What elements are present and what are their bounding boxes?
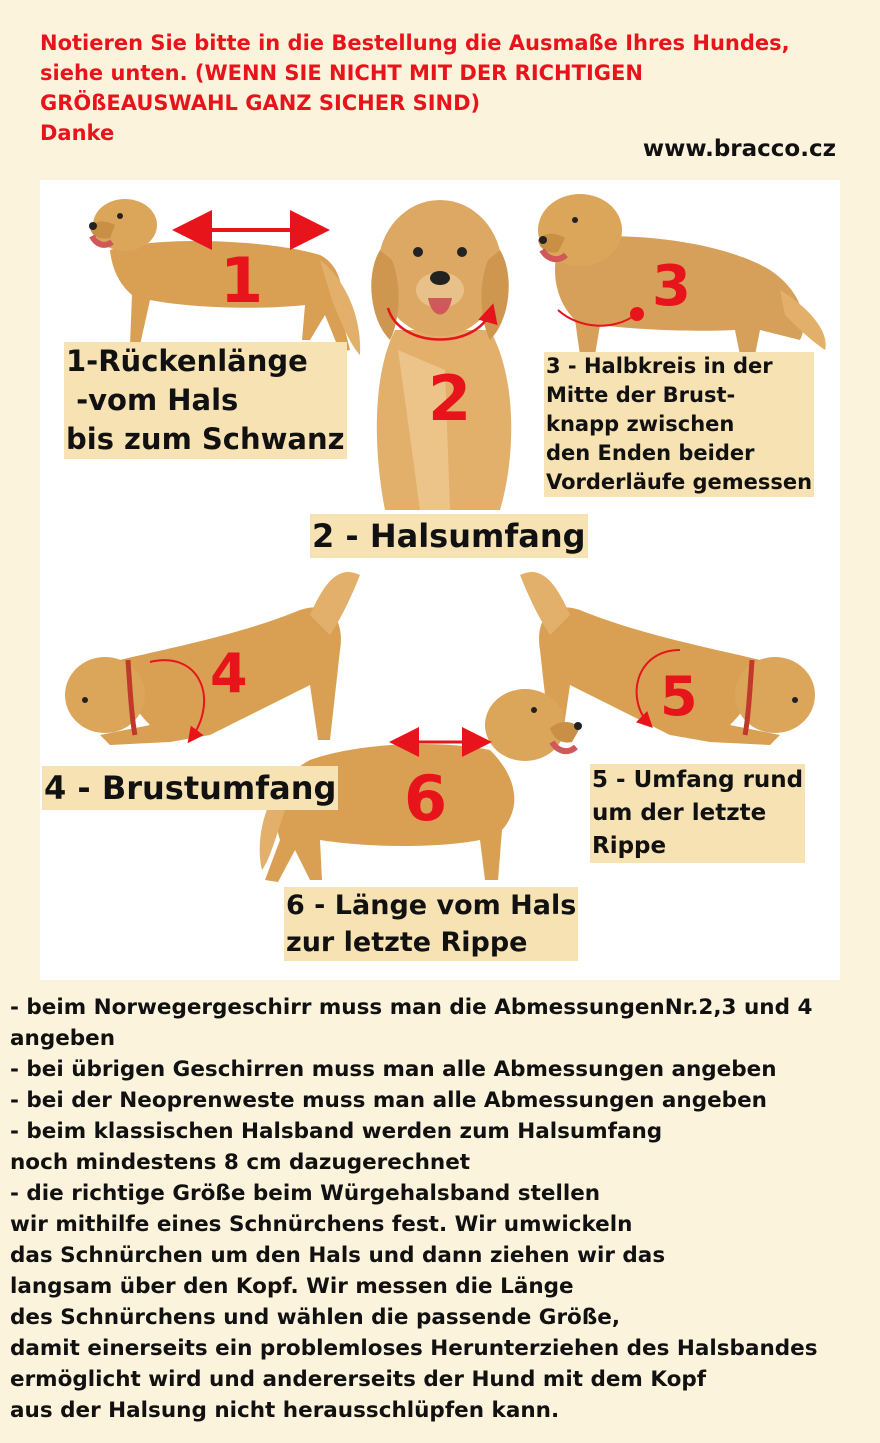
instruction-line: - bei der Neoprenweste muss man alle Abmessungen angeben [10,1088,767,1113]
instruction-line: wir mithilfe eines Schnürchens fest. Wir umwickeln [10,1212,633,1237]
label-line: 4 - Brustumfang [44,769,337,807]
measurement-instructions [10,992,876,1426]
label-line: Mitte der Brust- [546,383,736,407]
dog-2-illustration [371,200,511,510]
label-line: 6 - Länge vom Hals [286,890,577,921]
measure-label-2 [310,514,588,558]
label-line: bis zum Schwanz [66,422,345,456]
instruction-line: das Schnürchen um den Hals und dann ziehen wir das [10,1243,666,1268]
order-notice [40,28,860,148]
measure-number-4: 4 [210,642,248,705]
label-line: zur letzte Rippe [286,927,528,958]
label-line: 2 - Halsumfang [312,517,586,555]
measure-label-5 [590,764,805,863]
instruction-line: damit einerseits ein problemloses Herunterziehen des Halsbandes [10,1336,818,1361]
measure-label-1 [64,342,347,459]
instruction-line: ermöglicht wird und andererseits der Hund mit dem Kopf [10,1367,707,1392]
notice-line: GRÖßEAUSWAHL GANZ SICHER SIND) [40,91,481,115]
instruction-line: aus der Halsung nicht herausschlüpfen kann. [10,1398,560,1423]
measure-label-6 [284,887,578,961]
measure-number-2: 2 [428,362,472,435]
measure-number-1: 1 [220,244,264,317]
instruction-line: - bei übrigen Geschirren muss man alle Abmessungen angeben [10,1057,777,1082]
instruction-line: - beim Norwegergeschirr muss man die AbmessungenNr.2,3 und 4 [10,995,813,1020]
measure-number-3: 3 [652,254,691,319]
label-line: um der letzte [592,800,767,826]
instruction-line: noch mindestens 8 cm dazugerechnet [10,1150,471,1175]
instruction-line: des Schnürchens und wählen die passende Größe, [10,1305,621,1330]
label-line: Rippe [592,833,667,859]
instruction-line: - die richtige Größe beim Würgehalsband stellen [10,1181,601,1206]
instruction-line: angeben [10,1026,116,1051]
notice-line: Danke [40,121,115,145]
instruction-line: - beim klassischen Halsband werden zum Halsumfang [10,1119,663,1144]
notice-line: siehe unten. (WENN SIE NICHT MIT DER RICHTIGEN [40,61,643,85]
label-line: den Enden beider [546,441,755,465]
label-line: -vom Hals [66,383,239,417]
label-line: 1-Rückenlänge [66,344,308,378]
label-line: Vorderläufe gemessen [546,470,813,494]
notice-line: Notieren Sie bitte in die Bestellung die Ausmaße Ihres Hundes, [40,31,790,55]
measure-number-5: 5 [660,665,698,728]
instruction-line: langsam über den Kopf. Wir messen die Länge [10,1274,574,1299]
label-line: 3 - Halbkreis in der [546,354,773,378]
measure-label-3 [544,352,814,497]
website-url: www.bracco.cz [642,136,836,162]
measure-number-6: 6 [404,762,448,835]
label-line: 5 - Umfang rund [592,767,804,793]
measurement-illustration [40,180,840,980]
label-line: knapp zwischen [546,412,735,436]
measure-label-4 [42,766,338,810]
